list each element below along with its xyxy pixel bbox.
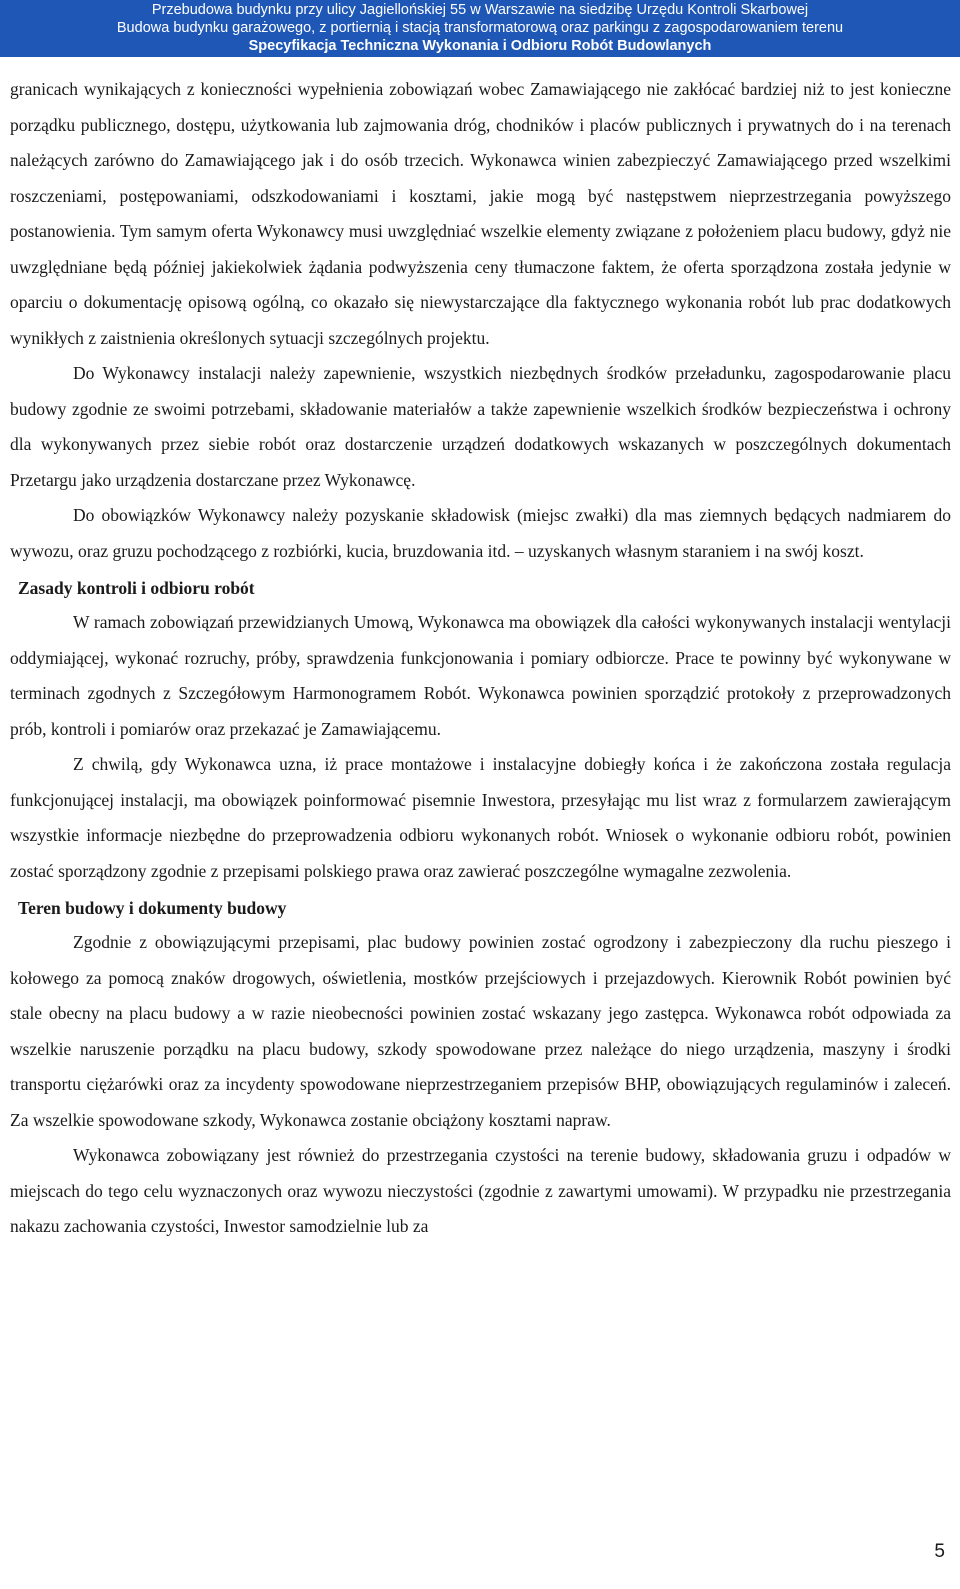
header-spec-title: Specyfikacja Techniczna Wykonania i Odbioru Robót Budowlanych	[248, 38, 712, 54]
paragraph-site-obligations: granicach wynikających z konieczności wypełnienia zobowiązań wobec Zamawiającego nie zakłócać bardziej niż to jest konieczne porządku publicznego, dostępu, użytkowania lub zajmowania dróg, chodników i placów publicznych i prywatnych do i na terenach należących zarówno do Zamawiającego jak i do osób trzecich. Wykonawca winien zabezpieczyć Zamawiającego przed wszelkimi roszczeniami, postępowaniami, odszkodowaniami i kosztami, jakie mogą być następstwem nieprzestrzegania powyższego postanowienia. Tym samym oferta Wykonawcy musi uwzględniać wszelkie elementy związane z położeniem placu budowy, gdyż nie uwzględniane będą później jakiekolwiek żądania podwyższenia ceny tłumaczone faktem, że oferta sporządzona została jedynie w oparciu o dokumentację opisową ogólną, co okazało się niewystarczające dla faktycznego wykonania robót lub prac dodatkowych wynikłych z zaistnienia określonych sytuacji szczególnych projektu.	[10, 79, 951, 348]
header-project-subtitle: Budowa budynku garażowego, z portiernią i stacją transformatorową oraz parkingu z zagospodarowaniem terenu	[116, 20, 844, 36]
section-heading-control: Zasady kontroli i odbioru robót	[18, 578, 255, 598]
paragraph-site-security: Zgodnie z obowiązującymi przepisami, plac budowy powinien zostać ogrodzony i zabezpieczony dla ruchu pieszego i kołowego za pomocą znaków drogowych, oświetlenia, mostków przejściowych i przejazdowych. Kierownik Robót powinien być stale obecny na placu budowy a w razie nieobecności powinien zostać wskazany jego zastępca. Wykonawca robót odpowiada za wszelkie naruszenie porządku na placu budowy, szkody spowodowane przez należące do niego urządzenia, maszyny i środki transportu ciężarówki oraz za incydenty spowodowane nieprzestrzeganiem przepisów BHP, obowiązujących regulaminów i zaleceń. Za wszelkie spowodowane szkody, Wykonawca zostanie obciążony kosztami napraw.	[10, 932, 951, 1130]
paragraph-tests: W ramach zobowiązań przewidzianych Umową, Wykonawca ma obowiązek dla całości wykonywanych instalacji wentylacji oddymiającej, wykonać rozruchy, próby, sprawdzenia funkcjonowania i pomiary odbiorcze. Prace te powinny być wykonywane w terminach zgodnych z Szczegółowym Harmonogramem Robót. Wykonawca powinien sporządzić protokoły z przeprowadzonych prób, kontroli i pomiarów oraz przekazać je Zamawiającemu.	[10, 612, 951, 739]
header-project-title: Przebudowa budynku przy ulicy Jagiellońskiej 55 w Warszawie na siedzibę Urzędu Kontroli Skarbowej	[151, 2, 809, 18]
section-heading-site: Teren budowy i dokumenty budowy	[18, 898, 287, 918]
paragraph-contractor-installation: Do Wykonawcy instalacji należy zapewnienie, wszystkich niezbędnych środków przeładunku, zagospodarowanie placu budowy zgodnie ze swoimi potrzebami, składowanie materiałów a także zapewnienie wszelkich środków bezpieczeństwa i ochrony dla wykonywanych przez siebie robót oraz dostarczenie urządzeń dodatkowych wskazanych w poszczególnych dokumentach Przetargu jako urządzenia dostarczane przez Wykonawcę.	[10, 363, 951, 490]
document-body	[10, 72, 951, 1245]
document-header	[0, 0, 960, 57]
page-number: 5	[934, 1541, 945, 1562]
paragraph-acceptance: Z chwilą, gdy Wykonawca uzna, iż prace montażowe i instalacyjne dobiegły końca i że zakończona została regulacja funkcjonującej instalacji, ma obowiązek poinformować pisemnie Inwestora, przesyłając mu list wraz z formularzem zawierającym wszystkie informacje niezbędne do przeprowadzenia odbioru wykonanych robót. Wniosek o wykonanie odbioru robót, powinien zostać sporządzony zgodnie z przepisami polskiego prawa oraz zawierać poszczególne wymagalne zezwolenia.	[10, 754, 951, 881]
paragraph-contractor-duties: Do obowiązków Wykonawcy należy pozyskanie składowisk (miejsc zwałki) dla mas ziemnych będących nadmiarem do wywozu, oraz gruzu pochodzącego z rozbiórki, kucia, bruzdowania itd. – uzyskanych własnym staraniem i na swój koszt.	[10, 505, 951, 561]
paragraph-cleanliness: Wykonawca zobowiązany jest również do przestrzegania czystości na terenie budowy, składowania gruzu i odpadów w miejscach do tego celu wyznaczonych oraz wywozu nieczystości (zgodnie z zawartymi umowami). W przypadku nie przestrzegania nakazu zachowania czystości, Inwestor samodzielnie lub za	[10, 1145, 951, 1236]
